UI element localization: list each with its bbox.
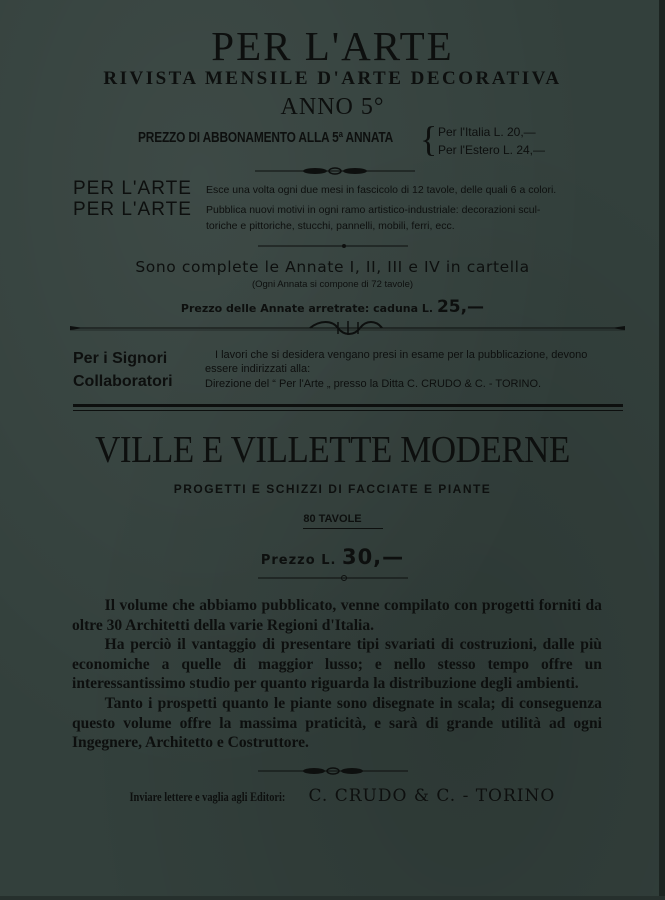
- info-text-2b: toriche e pittoriche, stucchi, pannelli, mobili, ferri, ecc.: [206, 220, 455, 232]
- collaborators-label-1: Per i Signori: [73, 350, 168, 367]
- price-italy: Per l'Italia L. 20,—: [438, 125, 536, 139]
- description-paragraph-2: Ha perciò il vantaggio di presentare tipi svariati di costruzioni, dalle più economiche a quelle di maggior lusso; e nello stesso tempo offre un interessantissimo studio per quanto riguarda la distribuzione degli ambienti.: [72, 635, 602, 693]
- book-price-value: 30,—: [341, 545, 405, 569]
- collaborators-label-2: Collaboratori: [73, 373, 173, 390]
- description-paragraph-1: Il volume che abbiamo pubblicato, venne compilato con progetti forniti da oltre 30 Architetti della varie Regioni d'Italia.: [72, 596, 602, 634]
- book-plates: 80 TAVOLE: [303, 513, 362, 525]
- magazine-title: PER L'ARTE: [211, 23, 454, 69]
- small-divider-icon: [258, 242, 408, 250]
- book-description: [72, 596, 602, 753]
- ornament-divider-icon: [255, 166, 415, 176]
- collaborators-text-3: Direzione del “ Per l'Arte „ presso la Ditta C. CRUDO & C. - TORINO.: [205, 378, 542, 390]
- volume-composition: (Ogni Annata si compone di 72 tavole): [251, 279, 414, 290]
- ornamental-rule-icon: [70, 318, 625, 338]
- info-label-1: PER L'ARTE: [73, 178, 192, 199]
- price-abroad: Per l'Estero L. 24,—: [438, 143, 546, 157]
- ornament-divider-bottom-icon: [258, 766, 408, 776]
- back-issues-label: Prezzo delle Annate arretrate: caduna L.: [180, 302, 434, 315]
- book-subtitle: PROGETTI E SCHIZZI DI FACCIATE E PIANTE: [173, 482, 492, 496]
- section-rule-bottom: [73, 410, 623, 411]
- info-label-2: PER L'ARTE: [73, 199, 192, 220]
- back-issues-value: 25,—: [436, 297, 485, 317]
- price-divider-icon: [258, 574, 408, 582]
- collaborators-text-2: essere indirizzati alla:: [205, 363, 311, 375]
- subscription-label: PREZZO DI ABBONAMENTO ALLA 5ª ANNATA: [138, 130, 394, 146]
- footer: [0, 786, 665, 806]
- info-text-1: Esce una volta ogni due mesi in fascicolo di 12 tavole, delle quali 6 a colori.: [206, 184, 557, 196]
- collaborators-text-1: I lavori che si desidera vengano presi in esame per la pubblicazione, devono: [215, 349, 588, 361]
- page-edge-right: [659, 0, 665, 900]
- publisher-name: C. CRUDO & C. - TORINO: [308, 786, 556, 806]
- footer-label: Inviare lettere e vaglia agli Editori:: [129, 789, 286, 804]
- complete-volumes: Sono complete le Annate I, II, III e IV in cartella: [135, 258, 530, 276]
- section-rule-top: [73, 404, 623, 407]
- description-paragraph-3: Tanto i prospetti quanto le piante sono disegnate in scala; di conseguenza questo volume offre la massima praticità, e sarà di grande utilità ad ogni Ingegnere, Architetto e Costruttore.: [72, 693, 602, 752]
- magazine-subtitle: RIVISTA MENSILE D'ARTE DECORATIVA: [103, 68, 562, 89]
- book-price: [0, 545, 665, 569]
- book-price-label: Prezzo L.: [260, 553, 337, 568]
- book-title: VILLE E VILLETTE MODERNE: [95, 429, 570, 471]
- plates-underline: [303, 528, 383, 529]
- year-label: ANNO 5°: [280, 94, 385, 120]
- brace-icon: {: [420, 119, 438, 159]
- info-text-2a: Pubblica nuovi motivi in ogni ramo artistico-industriale: decorazioni scul-: [206, 204, 541, 216]
- back-issues-price: [0, 297, 665, 317]
- page-edge-bottom: [0, 896, 665, 900]
